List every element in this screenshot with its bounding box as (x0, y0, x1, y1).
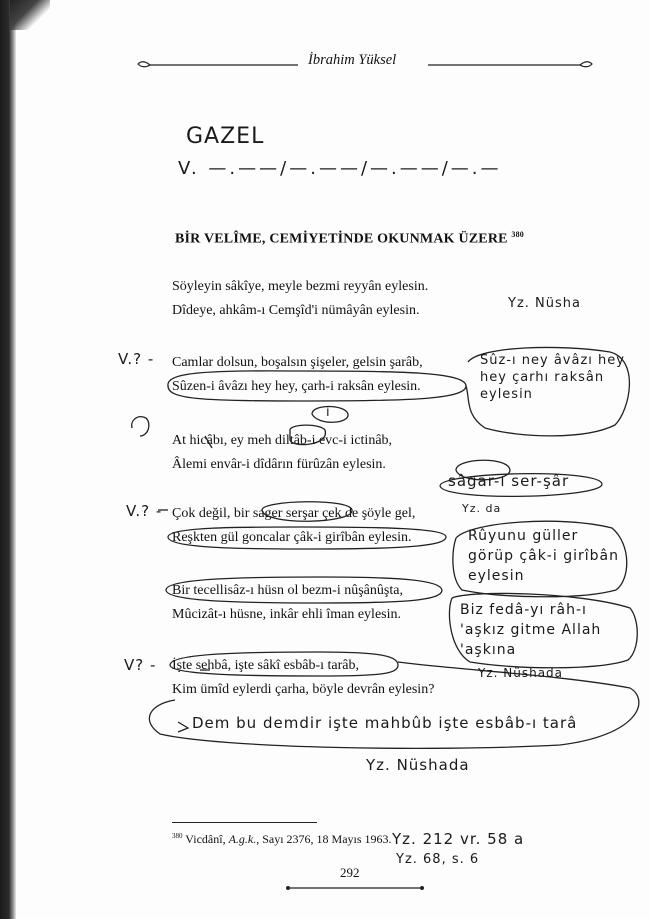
poem-line-2: Dîdeye, ahkâm-ı Cemşîd'i nümâyân eylesin. (172, 303, 420, 318)
handwritten-meter: V. —.——/—.——/—.——/—.— (178, 158, 502, 179)
note-suz-i-ney: Sûz-ı ney âvâzı hey hey çarhı raksân eylesin (480, 353, 625, 402)
poem-line-7: Çok değil, bir sager serşar çek de şöyle gel, (172, 506, 416, 521)
note-biz-feda: Biz fedâ-yı râh-ı 'aşkız gitme Allah 'aşkına (460, 602, 602, 658)
poem-heading: BİR VELÎME, CEMİYETİNDE OKUNMAK ÜZERE $^{380}$ (175, 230, 524, 247)
margin-mark-4: V? - (124, 656, 157, 674)
note-yz-da: Yz. da (462, 502, 502, 515)
note-sagar: sâgar-ı ser-şâr (448, 472, 570, 490)
poem-line-9: Bir tecellisâz-ı hüsn ol bezm-i nûşânûşta, (172, 583, 403, 598)
poem-line-6: Âlemi envâr-i dîdârın fürûzân eylesin. (172, 457, 386, 472)
note-yz-nushada-2: Yz. Nüshada (366, 756, 470, 774)
poem-line-11: İşte sehbâ, işte sâkî esbâb-ı tarâb, (172, 658, 359, 673)
note-yz-212: Yz. 212 vr. 58 a (392, 830, 525, 848)
poem-line-8: Reşkten gül goncalar çâk-i girîbân eylesin. (172, 530, 412, 545)
margin-mark-2: V.? - (126, 502, 163, 520)
note-yz-nusha: Yz. Nüsha (508, 296, 581, 311)
poem-line-5: At hicâbı, ey meh diltâb-i evc-i ictinâb, (172, 433, 393, 448)
note-yz-68: Yz. 68, s. 6 (396, 852, 480, 867)
page-number: 292 (340, 865, 360, 880)
running-head-title: İbrahim Yüksel (308, 52, 397, 68)
handwritten-gazel-label: GAZEL (186, 124, 265, 149)
poem-line-1: Söyleyin sâkîye, meyle bezmi reyyân eylesin. (172, 279, 429, 294)
footnote-marker: 380 (511, 230, 524, 239)
footnote: $^{380}$ Vicdânî, A.g.k., Sayı 2376, 18 Mayıs 1963. (172, 832, 392, 846)
poem-line-10: Mûcizât-ı hüsne, inkâr ehli îman eylesin. (172, 607, 401, 622)
note-i: i (326, 405, 331, 420)
poem-line-4: Sûzen-i âvâzı hey hey, çarh-i raksân eylesin. (172, 379, 421, 394)
poem-line-12: Kim ümîd eylerdi çarha, böyle devrân eylesin? (172, 682, 435, 697)
margin-mark-1: V.? - (118, 350, 155, 368)
note-dem-bu-demdir: Dem bu demdir işte mahbûb işte esbâb-ı tarâ (192, 714, 578, 732)
note-ruyunu: Rûyunu güller görüp çâk-i girîbân eylesin (468, 528, 619, 584)
poem-line-3: Camlar dolsun, boşalsın şişeler, gelsin şarâb, (172, 355, 423, 370)
note-yz-nushada-1: Yz. Nüshada (478, 666, 564, 680)
